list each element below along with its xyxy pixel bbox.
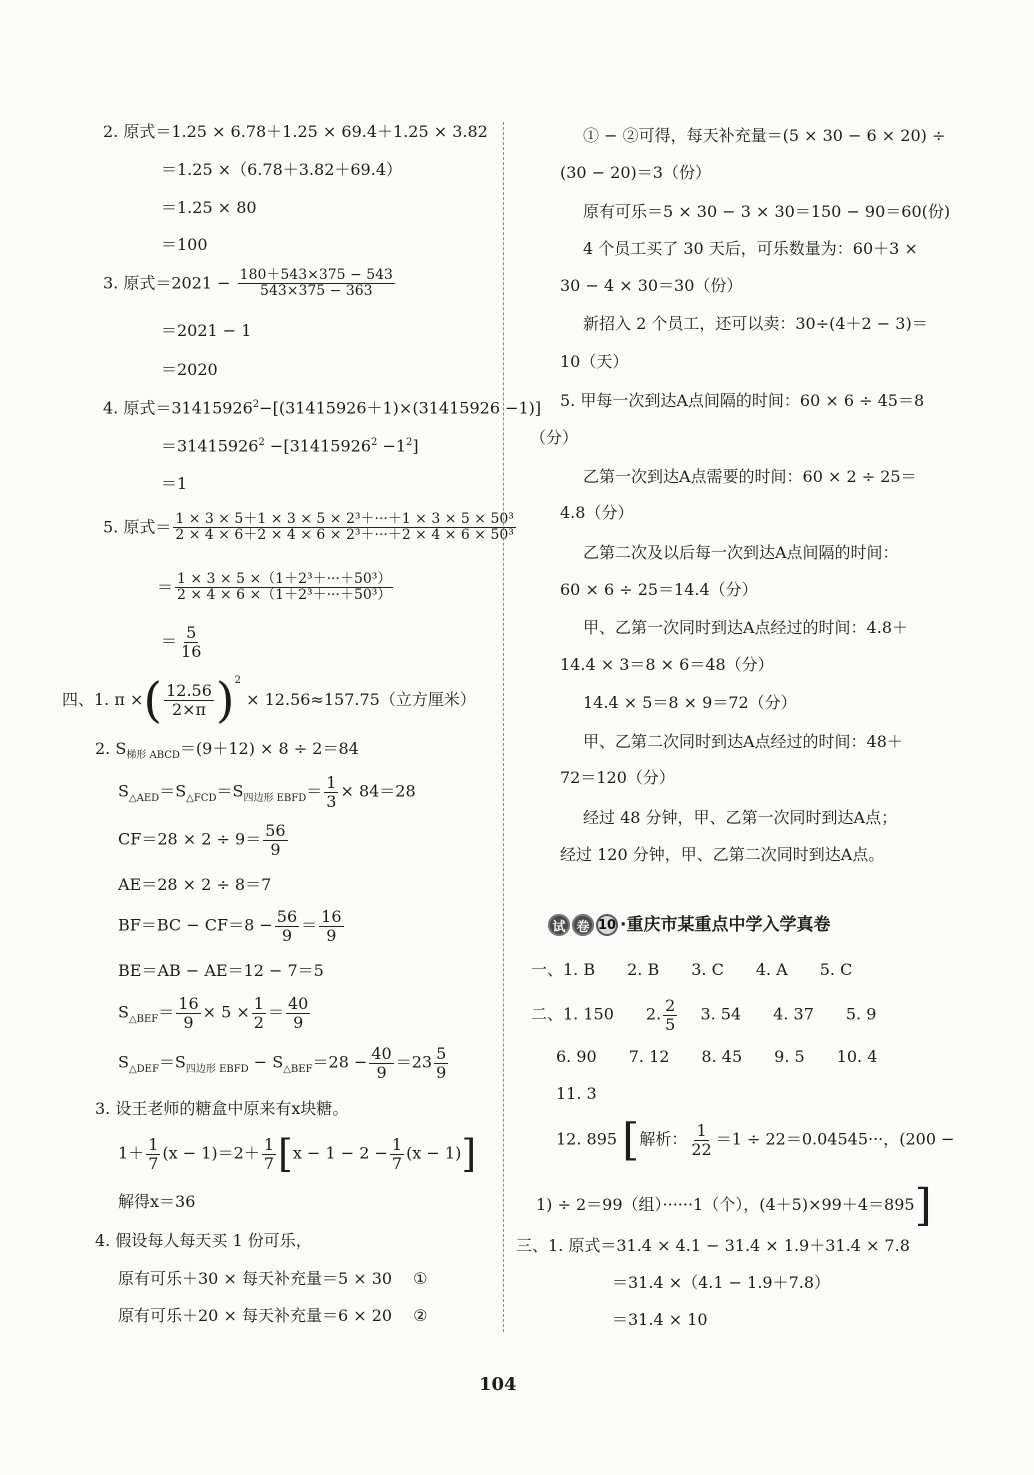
- ans-sec2-line-5: 1) ÷ 2＝99（组）······1（个），(4＋5)×99＋4＝895]: [536, 1180, 932, 1231]
- r-line-10: 乙第一次到达A点需要的时间：60 × 2 ÷ 25＝: [583, 467, 917, 486]
- q2-line-1: 2. 原式＝1.25 × 6.78＋1.25 × 69.4＋1.25 × 3.82: [103, 122, 488, 141]
- ans-sec2-line-3: 11. 3: [556, 1084, 597, 1103]
- title-text: ·重庆市某重点中学入学真卷: [620, 915, 831, 935]
- sec4-q2-line-6: BE＝AB − AE＝12 − 7＝5: [118, 961, 324, 980]
- equation-mark-2: ②: [413, 1306, 428, 1325]
- sec4-q2-line-5: BF＝BC − CF＝8 − $\frac{56}{9}$ ＝ $\frac{16}{9}$: [118, 907, 342, 945]
- r-line-4: 4 个员工买了 30 天后，可乐数量为：60＋3 ×: [583, 239, 918, 258]
- q4-line-1: 4. 原式$=31415926^2-[(31415926+1)\times(31415926 -1)]$: [103, 398, 542, 418]
- r-line-13: 60 × 6 ÷ 25＝14.4（分）: [560, 580, 758, 599]
- q5-fraction-3: $\frac{5}{16}$: [181, 623, 202, 661]
- sec4-q3-line-3: 解得x＝36: [118, 1192, 196, 1211]
- r-line-17: 甲、乙第二次同时到达A点经过的时间：48＋: [583, 732, 903, 751]
- q3-line-1: 3. 原式＝2021 − $\frac{180+543\times 375 - 543}{543\times 375 - 363}$: [103, 267, 393, 300]
- title-circle-3: 10: [596, 914, 618, 936]
- sec4-q1: 四、1. π ×( $\frac{12.56}{2\times\pi}$ )$^2$ × 12.56≈157.75（立方厘米）: [62, 672, 476, 729]
- q2-line-4: ＝100: [161, 235, 208, 254]
- equation-mark-1: ①: [413, 1269, 428, 1288]
- r-line-6: 新招入 2 个员工，还可以卖：30÷(4＋2 − 3)＝: [583, 314, 928, 333]
- q5-line-1: 5. 原式＝ $\frac{\text{1 × 3 × 5＋1 × 3 × 5 × 2³＋···＋1 × 3 × 5 × 50³}}{\text{2 × 4 × 6＋2 × 4 × 6 × 2³＋···＋2 × 4 × 6 × 50³}}$: [103, 511, 514, 544]
- sec4-q4-line-3: 原有可乐＋20 × 每天补充量＝6 × 20 ②: [118, 1306, 428, 1325]
- q3-line-3: ＝2020: [161, 360, 218, 379]
- r-line-15: 14.4 × 3＝8 × 6＝48（分）: [560, 655, 774, 674]
- ans-sec3-line-2: ＝31.4 ×（4.1 − 1.9＋7.8）: [612, 1273, 831, 1292]
- ans-sec3-line-1: 三、1. 原式＝31.4 × 4.1 − 31.4 × 1.9＋31.4 × 7.8: [516, 1236, 910, 1255]
- r-line-1: ① − ②可得，每天补充量＝(5 × 30 − 6 × 20) ÷: [583, 126, 946, 145]
- title-circle-2: 卷: [572, 914, 594, 936]
- sec4-q2-line-7: $S_{\triangle BEF}=$ $\frac{16}{9}$ × 5 × $\frac{1}{2}$ ＝ $\frac{40}{9}$: [118, 994, 309, 1032]
- sec4-q2-line-8: $S_{\triangle DEF}=S_{四边形 EBFD} - S_{\triangle BEF}=28$ − $\frac{40}{9}$ ＝23 $\frac{5}{9}$: [118, 1044, 447, 1082]
- r-line-2: (30 − 20)＝3（份）: [560, 163, 711, 182]
- sec4-q2-line-3: CF＝28 × 2 ÷ 9＝ $\frac{56}{9}$: [118, 821, 286, 859]
- q3-line-2: ＝2021 − 1: [161, 321, 252, 340]
- q5-line-3: ＝ $\frac{5}{16}$: [161, 623, 202, 661]
- r-line-5: 30 − 4 × 30＝30（份）: [560, 276, 743, 295]
- ans-sec2-line-1: 二、1. 150 2. $\frac{2}{5}$ 3. 54 4. 37 5. 9: [531, 996, 877, 1034]
- sec4-q2-line-1: 2. $S_{梯形 ABCD}=(9+12) \times 8 \div 2=84$: [95, 739, 359, 762]
- r-line-18: 72＝120（分）: [560, 768, 675, 787]
- ans-sec2-line-2: 6. 90 7. 12 8. 45 9. 5 10. 4: [556, 1047, 878, 1066]
- column-divider: [503, 122, 504, 1332]
- q5-fraction-1: $\frac{\text{1 × 3 × 5＋1 × 3 × 5 × 2³＋···＋1 × 3 × 5 × 50³}}{\text{2 × 4 × 6＋2 × 4 × 6 × 2³＋···＋2 × 4 × 6 × 50³}}$: [175, 511, 514, 544]
- r-line-19: 经过 48 分钟，甲、乙第一次同时到达A点；: [583, 808, 898, 827]
- ans-sec2-line-4: 12. 895 [解析： $\frac{1}{22}$ ＝1 ÷ 22＝0.04545···，(200 −: [556, 1114, 955, 1166]
- r-line-14: 甲、乙第一次同时到达A点经过的时间：4.8＋: [583, 618, 909, 637]
- r-line-7: 10（天）: [560, 352, 629, 371]
- r-line-9: （分）: [530, 428, 579, 447]
- sec4-q4-line-2: 原有可乐＋30 × 每天补充量＝5 × 30 ①: [118, 1269, 428, 1288]
- sec4-q3-line-2: 1＋ $\frac{1}{7}$ (x − 1)＝2＋ $\frac{1}{7}$ [x − 1 − 2 − $\frac{1}{7}$ (x − 1)]: [118, 1131, 477, 1176]
- r-line-8: 5. 甲每一次到达A点间隔的时间：60 × 6 ÷ 45＝8: [560, 391, 925, 410]
- q5-fraction-2: $\frac{\text{1 × 3 × 5 ×（1＋2³＋···＋50³）}}{\text{2 × 4 × 6 ×（1＋2³＋···＋50³）}}$: [177, 571, 392, 604]
- q4-line-2: $=31415926^2 -[31415926^2 -1^2]$: [161, 436, 419, 456]
- title-circle-1: 试: [548, 914, 570, 936]
- sec4-q2-line-2: $S_{\triangle AED}=S_{\triangle FCD}=S_{四边形 EBFD}=$ $\frac{1}{3}$ × 84＝28: [118, 773, 416, 811]
- section-title-paper-10: [548, 910, 830, 936]
- q2-line-3: ＝1.25 × 80: [161, 198, 257, 217]
- sec4-q4-line-1: 4. 假设每人每天买 1 份可乐，: [95, 1231, 312, 1250]
- ans-sec3-line-3: ＝31.4 × 10: [612, 1310, 708, 1329]
- q3-fraction: $\frac{180+543\times 375 - 543}{543\times 375 - 363}$: [239, 267, 393, 300]
- sec4-q1-fraction: $\frac{12.56}{2\times\pi}$: [166, 681, 212, 719]
- r-line-3: 原有可乐＝5 × 30 − 3 × 30＝150 − 90＝60(份): [583, 202, 951, 221]
- sec4-q3-line-1: 3. 设王老师的糖盒中原来有x块糖。: [95, 1099, 349, 1118]
- r-line-16: 14.4 × 5＝8 × 9＝72（分）: [583, 693, 797, 712]
- r-line-12: 乙第二次及以后每一次到达A点间隔的时间：: [583, 543, 899, 562]
- r-line-11: 4.8（分）: [560, 503, 634, 522]
- page-number: 104: [479, 1374, 517, 1395]
- sec4-q2-line-4: AE＝28 × 2 ÷ 8＝7: [118, 875, 272, 894]
- q4-line-3: ＝1: [161, 474, 188, 493]
- ans-sec1: 一、1. B 2. B 3. C 4. A 5. C: [531, 960, 853, 979]
- q5-line-2: ＝ $\frac{\text{1 × 3 × 5 ×（1＋2³＋···＋50³）}}{\text{2 × 4 × 6 ×（1＋2³＋···＋50³）}}$: [157, 571, 392, 604]
- q2-line-2: ＝1.25 ×（6.78＋3.82＋69.4）: [161, 160, 402, 179]
- r-line-20: 经过 120 分钟，甲、乙第二次同时到达A点。: [560, 845, 885, 864]
